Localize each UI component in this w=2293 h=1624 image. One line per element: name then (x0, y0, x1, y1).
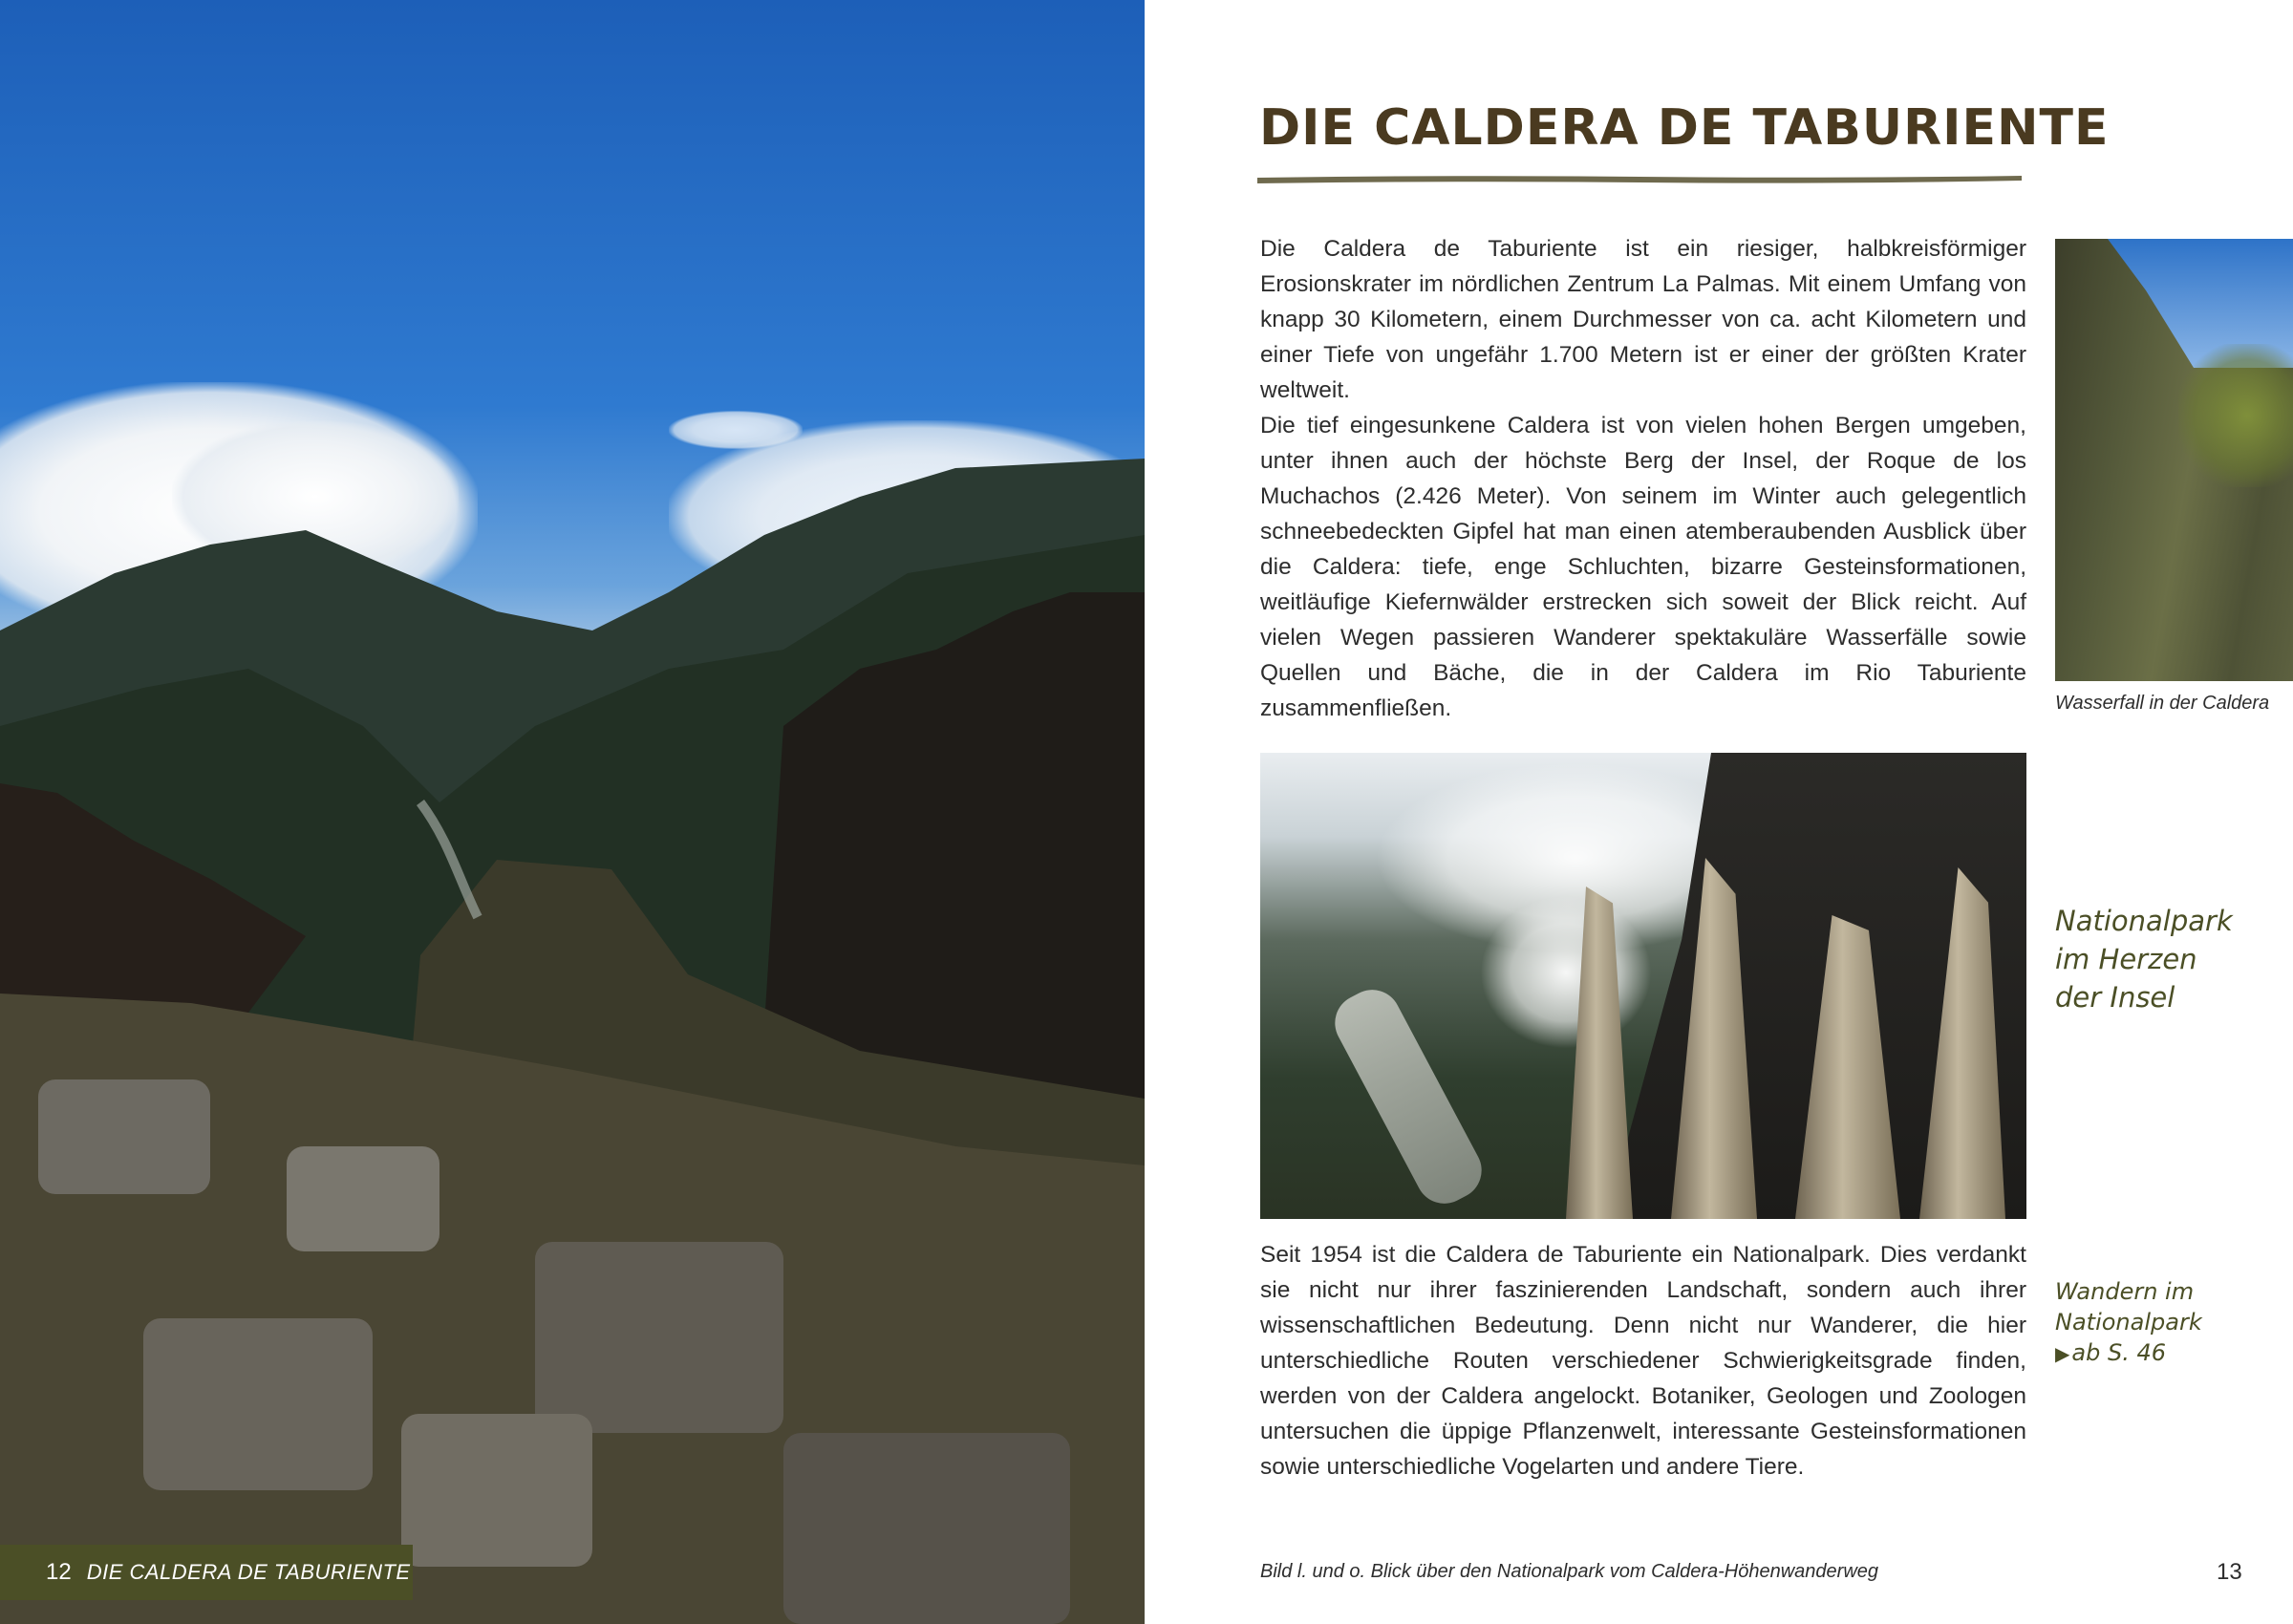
page-reference: ab S. 46 (2071, 1339, 2166, 1366)
paragraph-intro: Die Caldera de Taburiente ist ein riesiger, halbkreisförmiger Erosionskrater im nördlichen Zentrum La Palmas. Mit einem Umfang von knapp 30 Kilometern, einem Durchmesser von ca. acht Kilometern und einer Tiefe von ungefähr 1.700 Metern ist er einer der größten Krater weltweit. (1260, 236, 2026, 403)
margin-note-line: Wandern im (2055, 1278, 2195, 1305)
brush-stroke-divider (1257, 173, 2022, 186)
left-page-footer (0, 1545, 413, 1600)
body-text-bottom (1260, 1237, 2026, 1485)
photo-caption-bottom: Bild l. und o. Blick über den Nationalpark vom Caldera-Höhenwanderweg (1260, 1561, 1879, 1582)
page-title: DIE CALDERA DE TABURIENTE (1259, 99, 2110, 157)
running-title: DIE CALDERA DE TABURIENTE (86, 1560, 411, 1584)
margin-note-line: der Insel (2055, 981, 2175, 1014)
paragraph-nationalpark: Seit 1954 ist die Caldera de Taburiente ein Nationalpark. Dies verdankt sie nicht nur ihrer faszinierenden Landschaft, sondern auch ihrer wissenschaftlichen Bedeutung. Denn nicht nur Wanderer, die hier unterschiedliche Routen verschiedener Schwierigkeitsgrade finden, werden von der Caldera angelockt. Botaniker, Geologen und Zoologen untersuchen die üppige Pflanzenwelt, interessante Gesteinsformationen sowie unterschiedliche Vogelarten und andere Tiere. (1260, 1242, 2026, 1480)
gorge-photo (1260, 753, 2026, 1219)
waterfall-photo (2055, 239, 2293, 681)
triangle-arrow-icon: ▶ (2055, 1342, 2070, 1365)
landscape-photo (0, 0, 1145, 1624)
margin-note-line: Nationalpark (2055, 1309, 2202, 1336)
margin-note-line: im Herzen (2055, 943, 2197, 975)
waterfall-caption: Wasserfall in der Caldera (2055, 693, 2270, 714)
margin-note-line: Nationalpark (2055, 905, 2233, 937)
paragraph-mountains: Die tief eingesunkene Caldera ist von vielen hohen Bergen umgeben, unter ihnen auch der höchste Berg der Insel, der Roque de los Muchachos (2.426 Meter). Von seinem im Winter auch gelegentlich schneebedeckten Gipfel hat man einen atemberaubenden Ausblick über die Caldera: tiefe, enge Schluchten, bizarre Gesteinsformationen, weitläufige Kiefernwälder erstrecken sich soweit der Blick reicht. Auf vielen Wegen passieren Wanderer spektakuläre Wasserfälle sowie Quellen und Bäche, die in der Caldera im Rio Taburiente zusammenfließen. (1260, 413, 2026, 721)
margin-note-crossref (2055, 1337, 2284, 1369)
margin-note-nationalpark (2055, 902, 2284, 1016)
page-number-left: 12 (46, 1559, 72, 1585)
margin-note-hiking (2055, 1276, 2284, 1369)
page-number-right: 13 (2217, 1559, 2242, 1585)
body-text-top (1260, 231, 2026, 726)
